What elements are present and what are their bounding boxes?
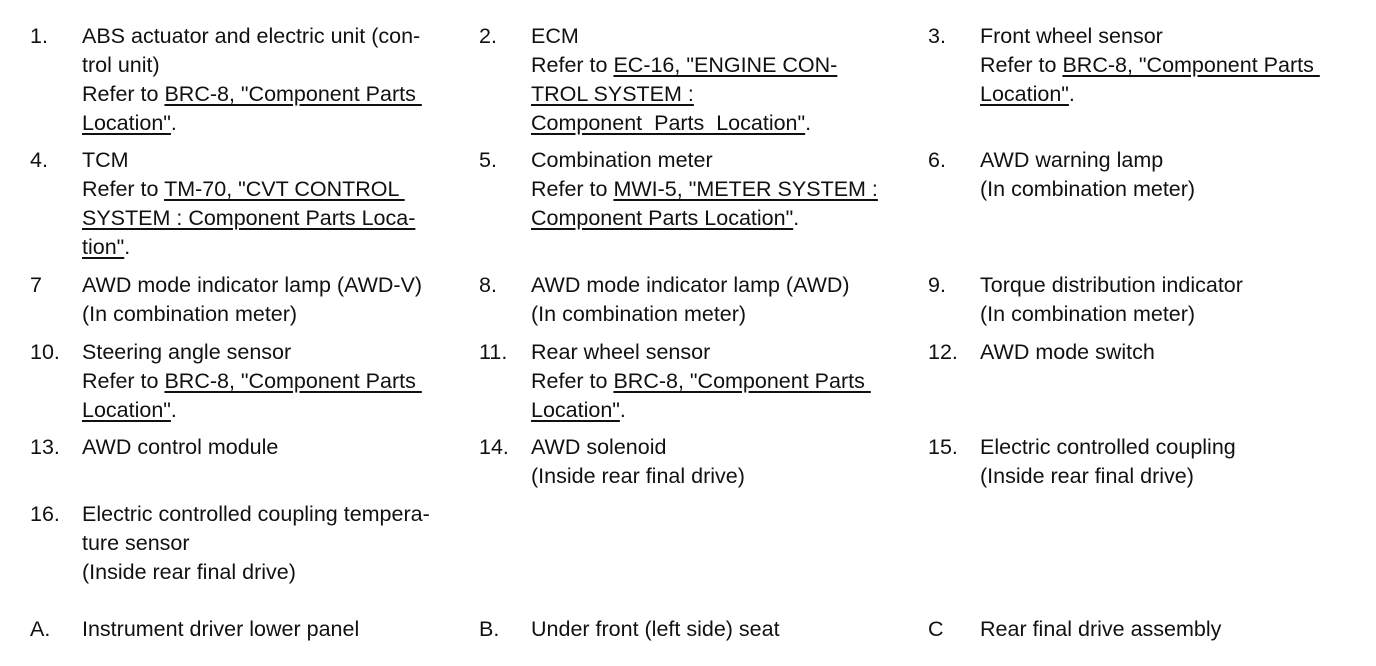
item-description (82, 22, 422, 138)
refer-prefix: Refer to (980, 53, 1063, 77)
item-number: A. (30, 617, 51, 641)
line-text: Combination meter (531, 148, 713, 172)
item-number: 7 (30, 273, 42, 297)
description-line (980, 462, 1236, 491)
reference-link[interactable]: SYSTEM : Component Parts Loca- (82, 206, 416, 230)
item-number: 15. (928, 435, 958, 459)
item-description (531, 146, 878, 233)
description-line (82, 529, 430, 558)
description-line (82, 558, 430, 587)
line-text: ABS actuator and electric unit (con- (82, 24, 421, 48)
description-line (82, 80, 422, 109)
item-number: B. (479, 617, 500, 641)
description-line (531, 462, 745, 491)
description-line (82, 396, 422, 425)
description-line (531, 271, 850, 300)
line-suffix: . (793, 206, 800, 230)
refer-prefix: Refer to (82, 369, 165, 393)
line-text: Electric controlled coupling tempera- (82, 502, 430, 526)
description-line (82, 204, 415, 233)
item-number: 9. (928, 273, 946, 297)
refer-prefix: Refer to (531, 369, 614, 393)
item-description (531, 615, 780, 644)
description-line (82, 271, 422, 300)
reference-link[interactable]: TM-70, "CVT CONTROL (164, 177, 405, 201)
refer-prefix: Refer to (531, 177, 614, 201)
line-text: AWD warning lamp (980, 148, 1164, 172)
description-line (980, 80, 1320, 109)
description-line (531, 615, 780, 644)
description-line (82, 615, 359, 644)
line-text: Electric controlled coupling (980, 435, 1236, 459)
reference-link[interactable]: BRC-8, "Component Parts (164, 369, 422, 393)
line-text: Under front (left side) seat (531, 617, 780, 641)
refer-prefix: Refer to (82, 82, 165, 106)
item-number: 8. (479, 273, 497, 297)
item-description (980, 271, 1243, 329)
reference-link[interactable]: Component Parts Location" (531, 111, 806, 135)
item-description (980, 338, 1155, 367)
item-number: 10. (30, 340, 60, 364)
line-text: ECM (531, 24, 579, 48)
description-line (82, 300, 422, 329)
refer-prefix: Refer to (531, 53, 614, 77)
description-line (980, 433, 1236, 462)
line-text: (Inside rear final drive) (531, 464, 745, 488)
line-text: Instrument driver lower panel (82, 617, 360, 641)
item-number: 12. (928, 340, 958, 364)
description-line (531, 367, 871, 396)
description-line (531, 80, 837, 109)
reference-link[interactable]: Component Parts Location" (531, 206, 794, 230)
item-description (980, 22, 1320, 109)
reference-link[interactable]: tion" (82, 235, 125, 259)
line-suffix: . (805, 111, 812, 135)
line-suffix: . (619, 398, 626, 422)
line-text: AWD solenoid (531, 435, 667, 459)
description-line (82, 433, 278, 462)
line-text: (In combination meter) (980, 177, 1196, 201)
description-line (980, 271, 1243, 300)
description-line (82, 338, 422, 367)
reference-link[interactable]: MWI-5, "METER SYSTEM : (613, 177, 878, 201)
line-text: AWD control module (82, 435, 279, 459)
item-description (531, 433, 745, 491)
line-suffix: . (170, 111, 177, 135)
line-text: TCM (82, 148, 129, 172)
description-line (531, 433, 745, 462)
item-description (531, 22, 837, 138)
description-line (531, 109, 837, 138)
description-line (980, 51, 1320, 80)
item-description (82, 500, 430, 587)
description-line (980, 300, 1243, 329)
line-text: Rear wheel sensor (531, 340, 711, 364)
description-line (531, 396, 871, 425)
reference-link[interactable]: BRC-8, "Component Parts (1062, 53, 1320, 77)
description-line (531, 204, 878, 233)
line-suffix: . (1068, 82, 1075, 106)
item-number: 2. (479, 24, 497, 48)
line-text: Rear final drive assembly (980, 617, 1222, 641)
item-description (980, 615, 1221, 644)
description-line (980, 615, 1221, 644)
item-description (82, 615, 359, 644)
item-description (531, 338, 871, 425)
description-line (980, 22, 1320, 51)
description-line (980, 146, 1195, 175)
item-description (980, 146, 1195, 204)
item-description (82, 146, 415, 262)
line-suffix: . (170, 398, 177, 422)
reference-link[interactable]: TROL SYSTEM : (531, 82, 694, 106)
item-number: 5. (479, 148, 497, 172)
description-line (531, 338, 871, 367)
description-line (980, 338, 1155, 367)
line-text: ture sensor (82, 531, 190, 555)
line-text: (In combination meter) (531, 302, 747, 326)
description-line (531, 22, 837, 51)
item-number: 13. (30, 435, 60, 459)
item-description (82, 338, 422, 425)
description-line (980, 175, 1195, 204)
item-number: 14. (479, 435, 509, 459)
description-line (82, 51, 422, 80)
line-text: trol unit) (82, 53, 160, 77)
line-text: Steering angle sensor (82, 340, 292, 364)
item-description (82, 433, 278, 462)
item-number: 1. (30, 24, 48, 48)
line-text: (Inside rear final drive) (82, 560, 296, 584)
line-text: (In combination meter) (980, 302, 1196, 326)
reference-link[interactable]: BRC-8, "Component Parts (164, 82, 422, 106)
line-text: (Inside rear final drive) (980, 464, 1194, 488)
description-line (82, 146, 415, 175)
item-number: C (928, 617, 944, 641)
reference-link[interactable]: Location" (82, 398, 171, 422)
description-line (82, 500, 430, 529)
reference-link[interactable]: Location" (531, 398, 620, 422)
description-line (82, 175, 415, 204)
description-line (82, 109, 422, 138)
line-text: Torque distribution indicator (980, 273, 1243, 297)
line-text: AWD mode indicator lamp (AWD-V) (82, 273, 423, 297)
description-line (82, 367, 422, 396)
reference-link[interactable]: Location" (980, 82, 1069, 106)
line-text: (In combination meter) (82, 302, 298, 326)
reference-link[interactable]: Location" (82, 111, 171, 135)
description-line (531, 175, 878, 204)
item-number: 4. (30, 148, 48, 172)
item-description (82, 271, 422, 329)
item-description (980, 433, 1236, 491)
reference-link[interactable]: BRC-8, "Component Parts (613, 369, 871, 393)
item-description (531, 271, 850, 329)
description-line (531, 300, 850, 329)
reference-link[interactable]: EC-16, "ENGINE CON- (613, 53, 838, 77)
description-line (531, 146, 878, 175)
refer-prefix: Refer to (82, 177, 165, 201)
line-text: AWD mode indicator lamp (AWD) (531, 273, 850, 297)
item-number: 3. (928, 24, 946, 48)
line-suffix: . (124, 235, 131, 259)
description-line (82, 22, 422, 51)
item-number: 11. (479, 340, 508, 364)
line-text: AWD mode switch (980, 340, 1155, 364)
item-number: 16. (30, 502, 60, 526)
description-line (531, 51, 837, 80)
item-number: 6. (928, 148, 946, 172)
description-line (82, 233, 415, 262)
line-text: Front wheel sensor (980, 24, 1163, 48)
